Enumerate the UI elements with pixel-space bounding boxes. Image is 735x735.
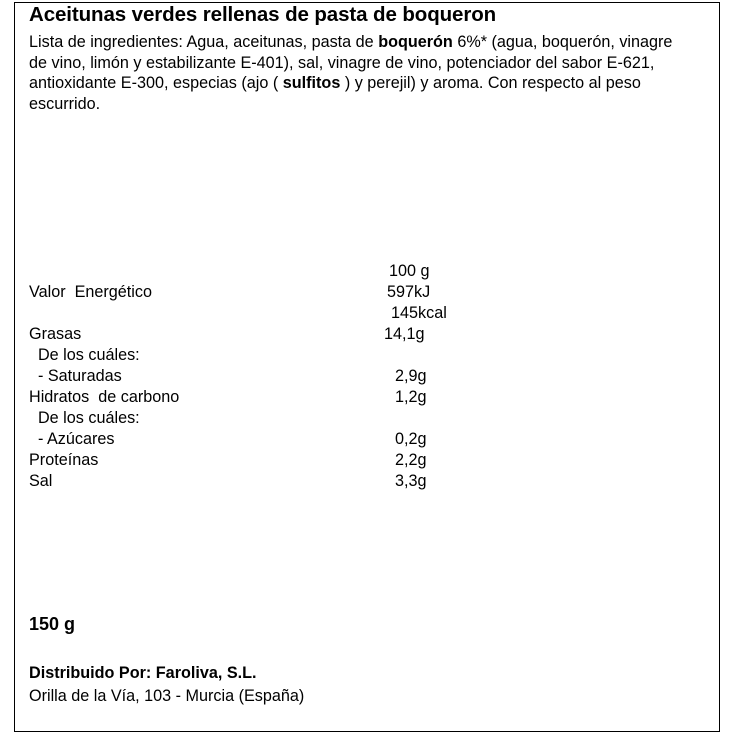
nutrition-value-carbohydrates: 1,2g bbox=[395, 388, 427, 406]
nutrition-label-protein: Proteínas bbox=[29, 451, 99, 469]
nutrition-label-sugars: - Azúcares bbox=[29, 430, 115, 448]
nutrition-label-carbohydrates: Hidratos de carbono bbox=[29, 388, 180, 406]
nutrition-label-energy: Valor Energético bbox=[29, 283, 152, 301]
ingredients-list bbox=[29, 32, 689, 114]
nutrition-label-of-which: De los cuáles: bbox=[29, 346, 140, 364]
product-title: Aceitunas verdes rellenas de pasta de boqueron bbox=[29, 3, 497, 26]
nutrition-label-salt: Sal bbox=[29, 472, 53, 490]
nutrition-label-saturated: - Saturadas bbox=[29, 367, 122, 385]
ingredients-allergen-boqueron: boquerón bbox=[378, 33, 453, 51]
nutrition-value-saturated: 2,9g bbox=[395, 367, 427, 385]
nutrition-value-sugars: 0,2g bbox=[395, 430, 427, 448]
nutrition-per-header: 100 g bbox=[389, 262, 430, 280]
distributor-address: Orilla de la Vía, 103 - Murcia (España) bbox=[29, 687, 305, 705]
nutrition-label-of-which: De los cuáles: bbox=[29, 409, 140, 427]
ingredients-text-middle: 6%* (agua, boquerón, vinagre de vino, limón y estabilizante E-401), sal, vinagre de vino, potenciador del sabor E-621, antioxidante E-300, especias (ajo ( bbox=[29, 33, 673, 92]
nutrition-value-energy-kcal: 145kcal bbox=[391, 304, 447, 322]
net-weight: 150 g bbox=[29, 614, 76, 634]
nutrition-value-energy-kj: 597kJ bbox=[387, 283, 431, 301]
nutrition-value-protein: 2,2g bbox=[395, 451, 427, 469]
ingredients-text-suffix: ) y perejil) y aroma. Con respecto al peso escurrido. bbox=[29, 74, 641, 113]
distributor-label: Distribuido Por: Faroliva, S.L. bbox=[29, 664, 257, 682]
nutrition-value-salt: 3,3g bbox=[395, 472, 427, 490]
ingredients-allergen-sulfitos: sulfitos bbox=[282, 74, 341, 92]
ingredients-text-prefix: Lista de ingredientes: Agua, aceitunas, pasta de bbox=[29, 33, 379, 51]
nutrition-label-fat: Grasas bbox=[29, 325, 82, 343]
nutrition-value-fat: 14,1g bbox=[384, 325, 425, 343]
